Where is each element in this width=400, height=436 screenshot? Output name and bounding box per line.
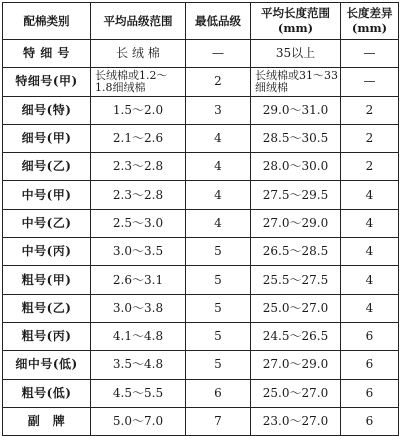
avg-grade-range-cell: 2.3～2.8 (91, 153, 186, 181)
avg-grade-range-cell: 3.0～3.5 (91, 238, 186, 266)
avg-grade-range-cell: 长绒棉或1.2～1.8细绒棉 (91, 68, 186, 96)
avg-length-range-cell: 27.0～29.0 (251, 351, 341, 379)
min-grade-cell: 5 (186, 294, 251, 322)
length-difference-cell: 4 (341, 266, 399, 294)
table-row (3, 238, 399, 266)
category-cell: 细号(特) (3, 96, 91, 124)
table-row (3, 40, 399, 68)
avg-grade-range-cell: 5.0～7.0 (91, 407, 186, 435)
table-row (3, 124, 399, 152)
category-cell: 粗号(甲) (3, 266, 91, 294)
category-cell: 中号(甲) (3, 181, 91, 209)
min-grade-cell: 4 (186, 181, 251, 209)
table-row (3, 209, 399, 237)
avg-length-range-cell: 25.0～27.0 (251, 294, 341, 322)
avg-length-range-cell: 28.0～30.0 (251, 153, 341, 181)
avg-grade-range-cell: 3.5～4.8 (91, 351, 186, 379)
table-row (3, 181, 399, 209)
table-row (3, 322, 399, 350)
table-row (3, 68, 399, 96)
header-avg-grade-range: 平均品级范围 (91, 3, 186, 40)
header-length-difference: 长度差异 (mm) (341, 3, 399, 40)
category-cell: 特 细 号 (3, 40, 91, 68)
avg-grade-range-cell: 2.1～2.6 (91, 124, 186, 152)
avg-length-range-cell: 26.5～28.5 (251, 238, 341, 266)
length-difference-cell: 4 (341, 294, 399, 322)
length-difference-cell: — (341, 68, 399, 96)
min-grade-cell: 2 (186, 68, 251, 96)
length-difference-cell: 2 (341, 124, 399, 152)
min-grade-cell: 6 (186, 379, 251, 407)
avg-length-range-cell: 35以上 (251, 40, 341, 68)
min-grade-cell: — (186, 40, 251, 68)
avg-grade-range-cell: 1.5～2.0 (91, 96, 186, 124)
min-grade-cell: 4 (186, 209, 251, 237)
avg-length-range-cell: 长绒棉或31～33细绒棉 (251, 68, 341, 96)
length-difference-cell: 2 (341, 96, 399, 124)
table-row (3, 379, 399, 407)
min-grade-cell: 4 (186, 153, 251, 181)
table-body (3, 40, 399, 436)
length-difference-cell: 6 (341, 379, 399, 407)
avg-length-range-cell: 28.5～30.5 (251, 124, 341, 152)
min-grade-cell: 5 (186, 322, 251, 350)
cotton-blending-table (2, 2, 399, 436)
table-row (3, 153, 399, 181)
length-difference-cell: 4 (341, 209, 399, 237)
avg-length-range-cell: 25.5～27.5 (251, 266, 341, 294)
category-cell: 粗号(低) (3, 379, 91, 407)
category-cell: 细中号(低) (3, 351, 91, 379)
table-row (3, 294, 399, 322)
length-difference-cell: 6 (341, 407, 399, 435)
table-row (3, 266, 399, 294)
avg-grade-range-cell: 4.1～4.8 (91, 322, 186, 350)
avg-length-range-cell: 29.0～31.0 (251, 96, 341, 124)
length-difference-cell: 4 (341, 238, 399, 266)
header-category: 配棉类别 (3, 3, 91, 40)
avg-length-range-cell: 23.0～27.0 (251, 407, 341, 435)
avg-grade-range-cell: 4.5～5.5 (91, 379, 186, 407)
category-cell: 特细号(甲) (3, 68, 91, 96)
min-grade-cell: 5 (186, 351, 251, 379)
header-row (3, 3, 399, 40)
avg-length-range-cell: 27.0～29.0 (251, 209, 341, 237)
avg-grade-range-cell: 长 绒 棉 (91, 40, 186, 68)
avg-length-range-cell: 24.5～26.5 (251, 322, 341, 350)
category-cell: 中号(丙) (3, 238, 91, 266)
avg-length-range-cell: 25.0～27.0 (251, 379, 341, 407)
header-min-grade: 最低品级 (186, 3, 251, 40)
length-difference-cell: 4 (341, 181, 399, 209)
table-row (3, 351, 399, 379)
header-avg-length-range: 平均长度范围 (mm) (251, 3, 341, 40)
length-difference-cell: 2 (341, 153, 399, 181)
category-cell: 中号(乙) (3, 209, 91, 237)
category-cell: 细号(甲) (3, 124, 91, 152)
avg-grade-range-cell: 3.0～3.8 (91, 294, 186, 322)
table-row (3, 407, 399, 435)
min-grade-cell: 3 (186, 96, 251, 124)
length-difference-cell: — (341, 40, 399, 68)
min-grade-cell: 7 (186, 407, 251, 435)
avg-grade-range-cell: 2.5～3.0 (91, 209, 186, 237)
min-grade-cell: 5 (186, 238, 251, 266)
category-cell: 细号(乙) (3, 153, 91, 181)
category-cell: 副 牌 (3, 407, 91, 435)
avg-grade-range-cell: 2.3～2.8 (91, 181, 186, 209)
length-difference-cell: 6 (341, 351, 399, 379)
table-row (3, 96, 399, 124)
category-cell: 粗号(乙) (3, 294, 91, 322)
min-grade-cell: 4 (186, 124, 251, 152)
length-difference-cell: 6 (341, 322, 399, 350)
avg-length-range-cell: 27.5～29.5 (251, 181, 341, 209)
min-grade-cell: 5 (186, 266, 251, 294)
category-cell: 粗号(丙) (3, 322, 91, 350)
avg-grade-range-cell: 2.6～3.1 (91, 266, 186, 294)
